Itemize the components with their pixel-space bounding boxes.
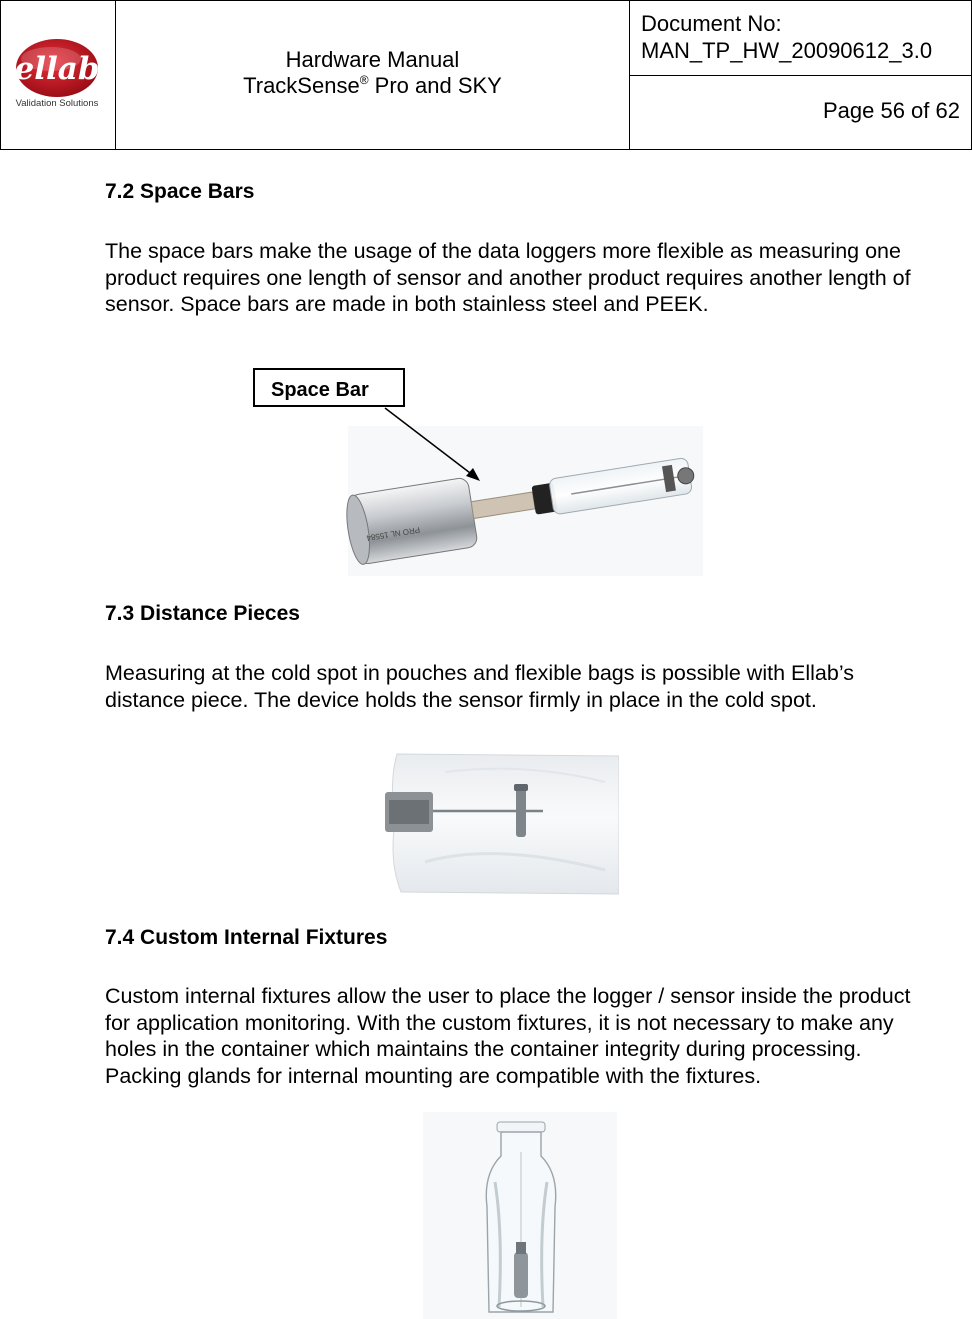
distance-piece-figure <box>385 742 619 900</box>
manual-title: Hardware Manual <box>285 47 460 72</box>
logo-cell <box>0 0 116 150</box>
document-number: MAN_TP_HW_20090612_3.0 <box>641 38 933 63</box>
section-paragraph-custom-internal-fixtures: Custom internal fixtures allow the user to place the logger / sensor inside the product for application monitoring. With the custom fixtures, it is not necessary to make any holes in the container which maintains the container integrity during processing. Packing glands for internal mounting are compatible with the fixtures. <box>105 984 911 1088</box>
document-number-label: Document No: <box>641 11 782 36</box>
registered-mark: ® <box>359 73 369 87</box>
product-title: TrackSense® Pro and SKY <box>243 73 502 98</box>
section-paragraph-distance-pieces: Measuring at the cold spot in pouches and flexible bags is possible with Ellab’s distance piece. The device holds the sensor firmly in place in the cold spot. <box>105 661 854 712</box>
section-heading-space-bars: 7.2 Space Bars <box>105 180 255 203</box>
svg-text:ellab: ellab <box>14 51 100 87</box>
title-cell <box>115 0 630 150</box>
custom-fixture-jar-figure <box>423 1112 617 1319</box>
section-paragraph-space-bars: The space bars make the usage of the data loggers more flexible as measuring one product requires one length of sensor and another product requires another length of sensor. Space bars are made in both stainless steel and PEEK. <box>105 239 911 316</box>
page-number-cell <box>629 75 972 150</box>
page-number: Page 56 of 62 <box>822 98 960 123</box>
document-header <box>0 0 972 150</box>
section-heading-custom-internal-fixtures: 7.4 Custom Internal Fixtures <box>105 926 388 949</box>
svg-text:Validation Solutions: Validation Solutions <box>15 98 99 109</box>
space-bar-callout-label: Space Bar <box>253 368 405 407</box>
section-heading-distance-pieces: 7.3 Distance Pieces <box>105 602 300 625</box>
svg-text:PRO NL 15584: PRO NL 15584 <box>365 525 421 543</box>
document-number-cell <box>629 0 972 76</box>
ellab-logo <box>1 1 115 149</box>
